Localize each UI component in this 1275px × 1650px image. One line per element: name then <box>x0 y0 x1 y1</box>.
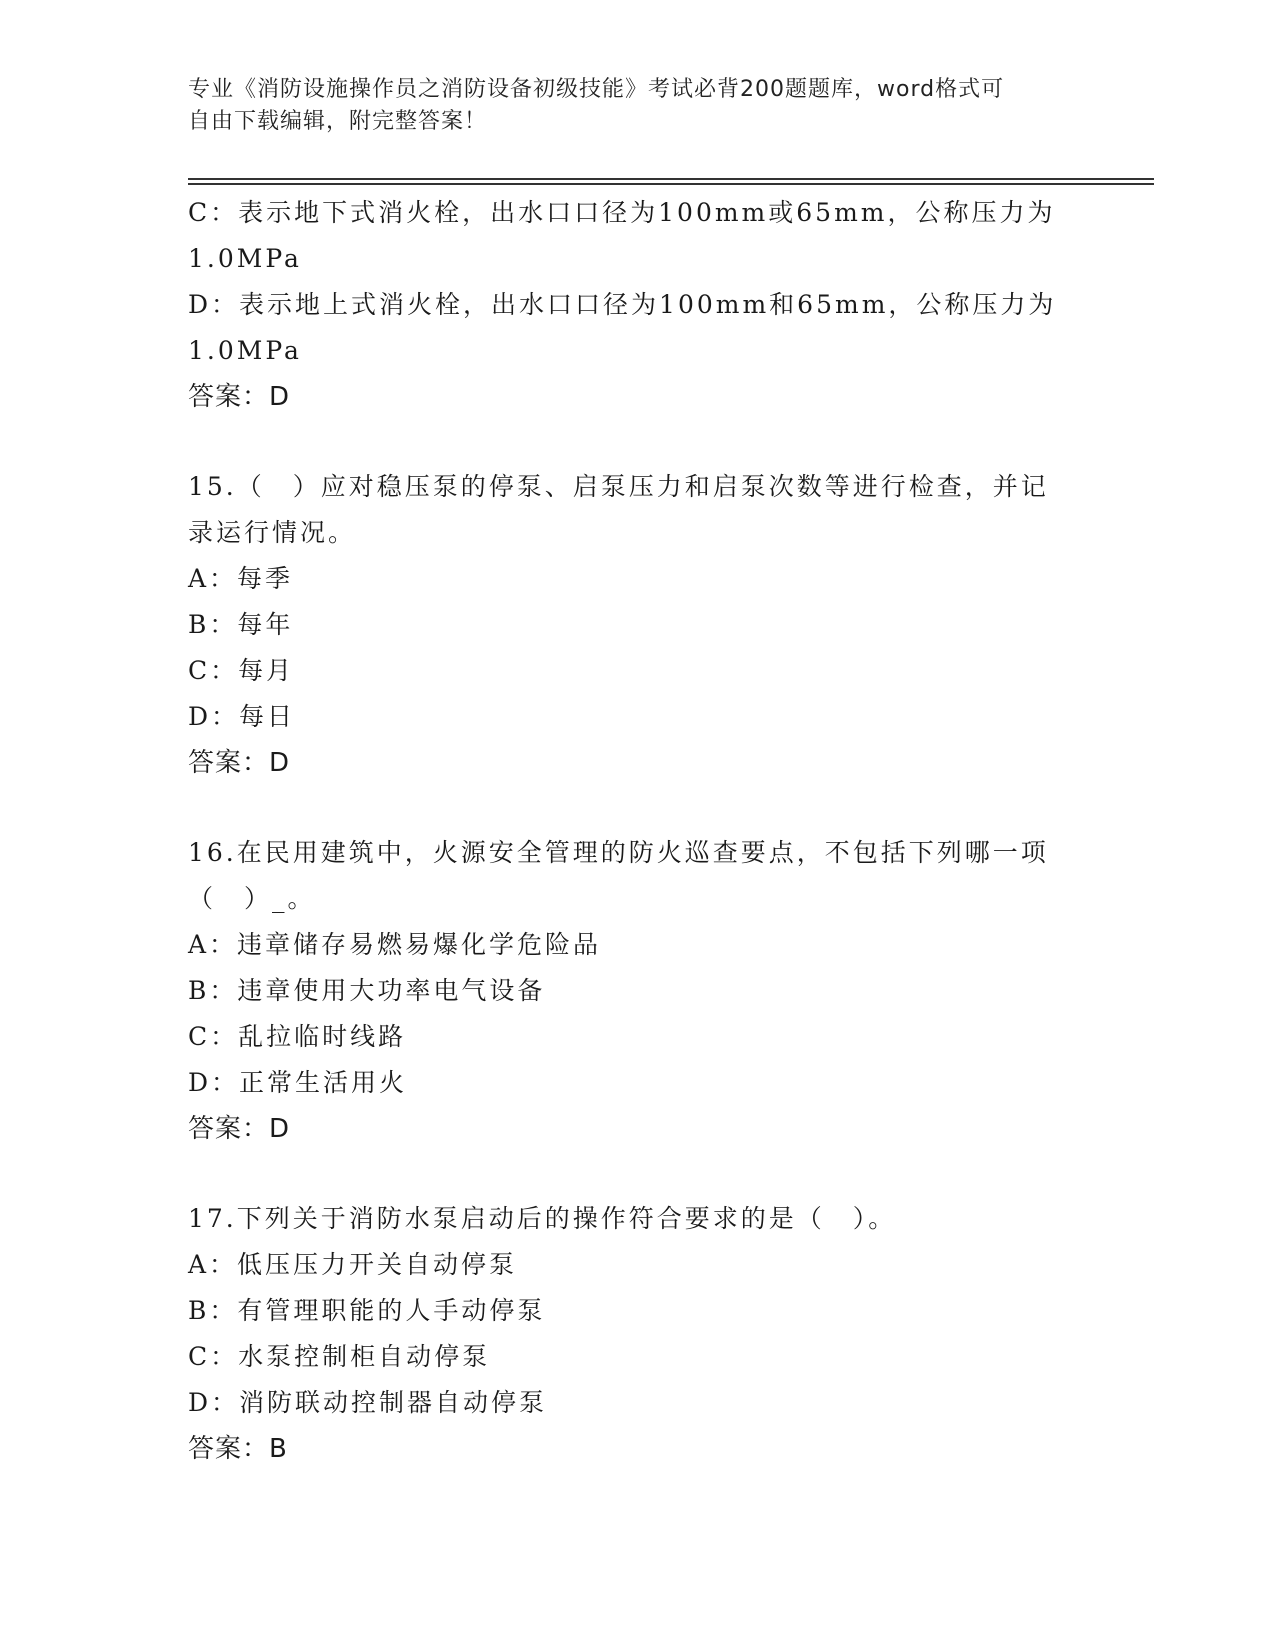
option-c: C：表示地下式消火栓，出水口口径为100mm或65mm，公称压力为 <box>188 198 1056 227</box>
option-c: C：乱拉临时线路 <box>188 1022 407 1051</box>
option-c: C：每月 <box>188 656 295 685</box>
question-stem-continued: （ ）_。 <box>188 884 316 913</box>
option-a: A：低压压力开关自动停泵 <box>188 1250 518 1279</box>
question-14-continued <box>188 190 1088 420</box>
question-stem: 17.下列关于消防水泵启动后的操作符合要求的是（ ）。 <box>188 1204 897 1233</box>
option-b: B：每年 <box>188 610 294 639</box>
question-stem: 16.在民用建筑中，火源安全管理的防火巡查要点，不包括下列哪一项 <box>188 838 1049 867</box>
document-header <box>188 74 1088 138</box>
answer: 答案：B <box>188 1434 288 1464</box>
option-c: C：水泵控制柜自动停泵 <box>188 1342 491 1371</box>
header-line-2: 自由下载编辑，附完整答案！ <box>188 109 488 134</box>
option-d: D：消防联动控制器自动停泵 <box>188 1388 548 1417</box>
option-b: B：违章使用大功率电气设备 <box>188 976 546 1005</box>
header-divider-bottom <box>188 183 1154 185</box>
option-d: D：正常生活用火 <box>188 1068 408 1097</box>
question-15 <box>188 464 1088 786</box>
question-17 <box>188 1196 1088 1472</box>
answer: 答案：D <box>188 382 291 412</box>
document-body <box>188 190 1088 1472</box>
option-d: D：表示地上式消火栓，出水口口径为100mm和65mm，公称压力为 <box>188 290 1057 319</box>
option-a: A：每季 <box>188 564 294 593</box>
answer: 答案：D <box>188 1114 291 1144</box>
option-d: D：每日 <box>188 702 296 731</box>
question-stem: 15.（ ）应对稳压泵的停泵、启泵压力和启泵次数等进行检查，并记 <box>188 472 1049 501</box>
option-c-continued: 1.0MPa <box>188 244 302 273</box>
option-d-continued: 1.0MPa <box>188 336 302 365</box>
header-line-1: 专业《消防设施操作员之消防设备初级技能》考试必背200题题库，word格式可 <box>188 77 1005 102</box>
option-b: B：有管理职能的人手动停泵 <box>188 1296 546 1325</box>
header-divider-top <box>188 178 1154 180</box>
option-a: A：违章储存易燃易爆化学危险品 <box>188 930 602 959</box>
question-16 <box>188 830 1088 1152</box>
question-stem-continued: 录运行情况。 <box>188 518 357 547</box>
answer: 答案：D <box>188 748 291 778</box>
